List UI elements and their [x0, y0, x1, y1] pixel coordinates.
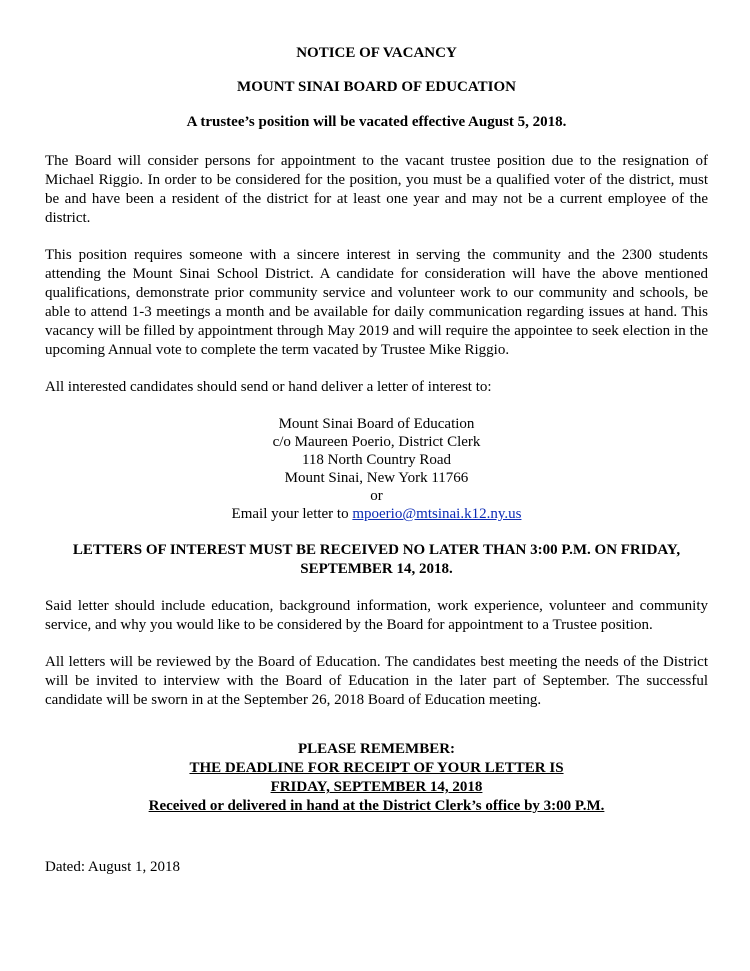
paragraph-letter-contents: Said letter should include education, background information, work experience, volunteer and community service, and why you would like to be considered by the Board for appointment to a Trustee position.: [45, 598, 708, 633]
paragraph-review-process: All letters will be reviewed by the Board of Education. The candidates best meeting the needs of the District will be invited to interview with the Board of Education in the later part of September. The successful candidate will be sworn in at the September 26, 2018 Board of Education meeting.: [45, 654, 708, 708]
address-line-3: 118 North Country Road: [301, 452, 452, 468]
address-or: or: [370, 488, 383, 504]
organization-heading: MOUNT SINAI BOARD OF EDUCATION: [237, 79, 516, 95]
paragraph-instructions: All interested candidates should send or hand deliver a letter of interest to:: [45, 379, 492, 395]
notice-title: NOTICE OF VACANCY: [296, 45, 457, 61]
deadline-notice: [45, 541, 708, 579]
paragraph-eligibility: The Board will consider persons for appointment to the vacant trustee position due to the resignation of Michael Riggio. In order to be considered for the position, you must be a qualified voter of the district, must be and have been a resident of the district for at least one year and may not be a current employee of the district.: [45, 153, 708, 226]
reminder-line-1: PLEASE REMEMBER:: [297, 741, 456, 757]
email-link[interactable]: mpoerio@mtsinai.k12.ny.us: [352, 506, 522, 522]
address-line-4: Mount Sinai, New York 11766: [284, 470, 469, 486]
email-line: [45, 505, 708, 523]
reminder-line-3: FRIDAY, SEPTEMBER 14, 2018: [270, 779, 483, 795]
reminder-block: [45, 740, 708, 816]
email-prefix: Email your letter to: [231, 506, 353, 522]
reminder-line-4: Received or delivered in hand at the District Clerk’s office by 3:00 P.M.: [148, 798, 605, 814]
paragraph-requirements: This position requires someone with a sincere interest in serving the community and the 2300 students attending the Mount Sinai School District. A candidate for consideration will have the above mentioned qualifications, demonstrate prior community service and volunteer work to our community and schools, be able to attend 1-3 meetings a month and be available for daily communication regarding issues at hand. This vacancy will be filled by appointment through May 2019 and will require the appointee to seek election in the upcoming Annual vote to complete the term vacated by Trustee Mike Riggio.: [45, 247, 708, 358]
address-line-1: Mount Sinai Board of Education: [278, 416, 475, 432]
deadline-line-2: SEPTEMBER 14, 2018.: [300, 561, 453, 577]
address-line-2: c/o Maureen Poerio, District Clerk: [272, 434, 481, 450]
deadline-line-1: LETTERS OF INTEREST MUST BE RECEIVED NO LATER THAN 3:00 P.M. ON FRIDAY,: [72, 542, 681, 558]
mailing-address: [45, 415, 708, 523]
dated-line: Dated: August 1, 2018: [45, 859, 180, 875]
document-page: [45, 44, 708, 877]
reminder-line-2: THE DEADLINE FOR RECEIPT OF YOUR LETTER IS: [189, 760, 564, 776]
vacancy-subtitle: A trustee’s position will be vacated effective August 5, 2018.: [186, 114, 567, 130]
